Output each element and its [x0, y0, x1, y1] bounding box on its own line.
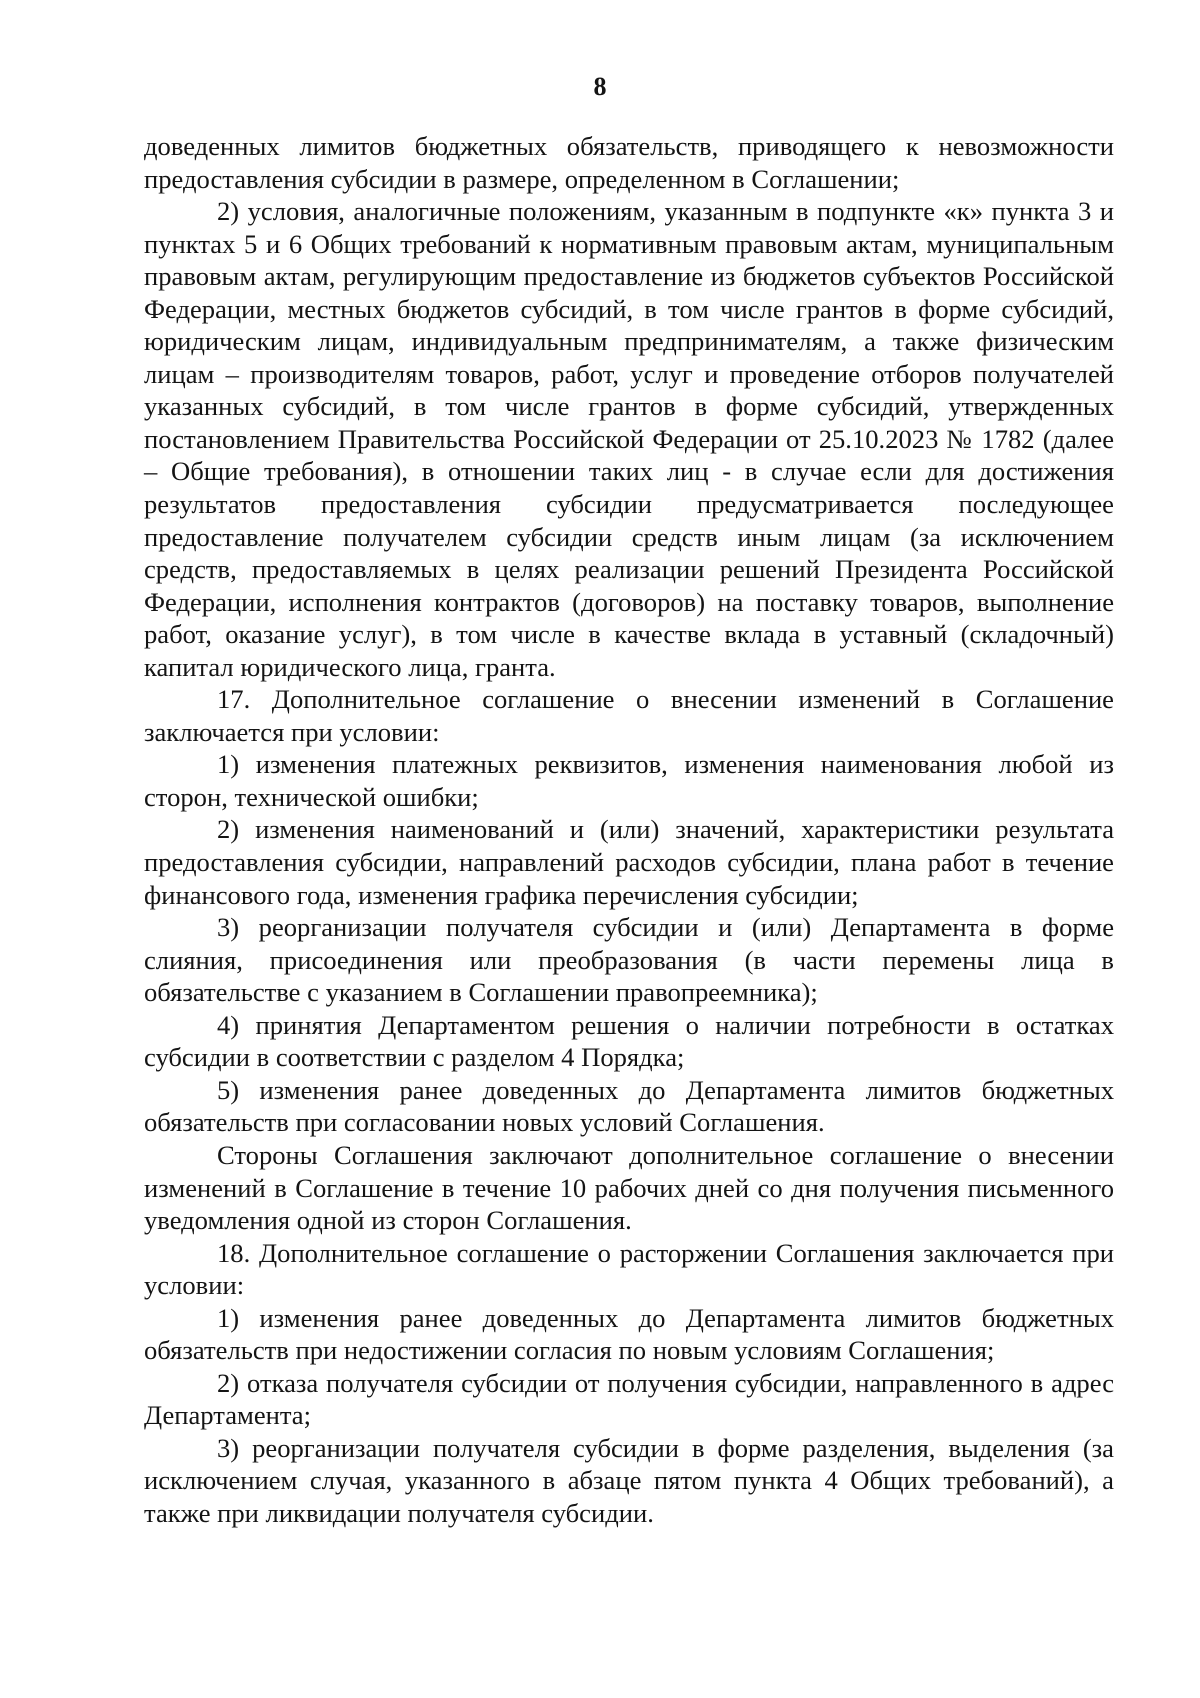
paragraph-clause-18-item-1: 1) изменения ранее доведенных до Департамента лимитов бюджетных обязательств при недостижении согласия по новым условиям Соглашения;	[144, 1302, 1114, 1366]
paragraph-continuation: доведенных лимитов бюджетных обязательств, приводящего к невозможности предоставления субсидии в размере, определенном в Соглашении;	[144, 131, 1114, 194]
paragraph-clause-17: 17. Дополнительное соглашение о внесении изменений в Соглашение заключается при условии:	[144, 684, 1114, 747]
paragraph-clause-17-deadline: Стороны Соглашения заключают дополнительное соглашение о внесении изменений в Соглашение в течение 10 рабочих дней со дня получения письменного уведомления одной из сторон Соглашения.	[144, 1139, 1114, 1236]
paragraph-clause-17-item-2: 2) изменения наименований и (или) значений, характеристики результата предоставления субсидии, направлений расходов субсидии, плана работ в течение финансового года, изменения графика перечисления субсидии;	[144, 814, 1114, 910]
paragraph-clause-17-item-1: 1) изменения платежных реквизитов, изменения наименования любой из сторон, технической ошибки;	[144, 749, 1114, 812]
document-body	[144, 130, 1114, 1530]
paragraph-clause-18-item-2: 2) отказа получателя субсидии от получения субсидии, направленного в адрес Департамента;	[144, 1367, 1114, 1431]
paragraph-clause-18: 18. Дополнительное соглашение о расторжении Соглашения заключается при условии:	[144, 1237, 1114, 1301]
paragraph-clause-17-item-3: 3) реорганизации получателя субсидии и (или) Департамента в форме слияния, присоединения или преобразования (в части перемены лица в обязательстве с указанием в Соглашении правопреемника);	[144, 912, 1114, 1008]
page-number: 8	[593, 72, 607, 101]
paragraph-subitem-2-conditions: 2) условия, аналогичные положениям, указанным в подпункте «к» пункта 3 и пунктах 5 и 6 Общих требований к нормативным правовым актам, муниципальным правовым актам, регулирующим предоставление из бюджетов субъектов Российской Федерации, местных бюджетов субсидий, в том числе грантов в форме субсидий, юридическим лицам, индивидуальным предпринимателям, а также физическим лицам – производителям товаров, работ, услуг и проведение отборов получателей указанных субсидий, в том числе грантов в форме субсидий, утвержденных постановлением Правительства Российской Федерации от 25.10.2023 № 1782 (далее – Общие требования), в отношении таких лиц - в случае если для достижения результатов предоставления субсидии предусматривается последующее предоставление получателем субсидии средств иным лицам (за исключением средств, предоставляемых в целях реализации решений Президента Российской Федерации, исполнения контрактов (договоров) на поставку товаров, выполнение работ, оказание услуг), в том числе в качестве вклада в уставный (складочный) капитал юридического лица, гранта.	[144, 196, 1114, 682]
paragraph-clause-17-item-4: 4) принятия Департаментом решения о наличии потребности в остатках субсидии в соответствии с разделом 4 Порядка;	[144, 1009, 1114, 1073]
paragraph-clause-18-item-3: 3) реорганизации получателя субсидии в форме разделения, выделения (за исключением случая, указанного в абзаце пятом пункта 4 Общих требований), а также при ликвидации получателя субсидии.	[144, 1432, 1114, 1528]
paragraph-clause-17-item-5: 5) изменения ранее доведенных до Департамента лимитов бюджетных обязательств при согласовании новых условий Соглашения.	[144, 1074, 1114, 1138]
